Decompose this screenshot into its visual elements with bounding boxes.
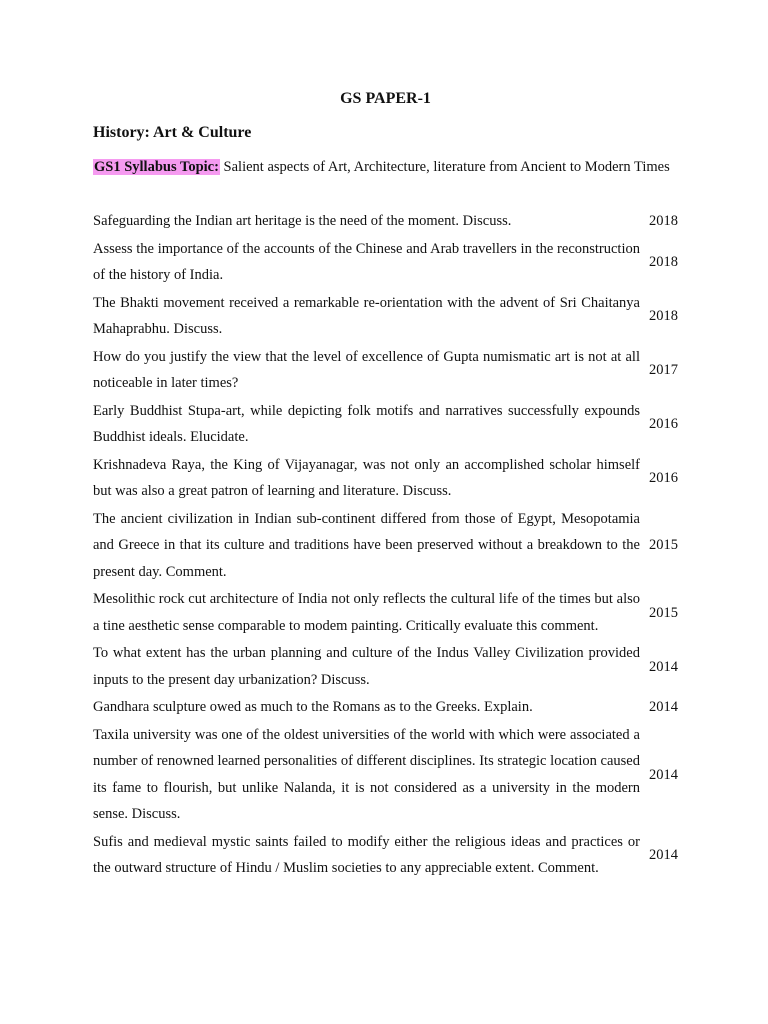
question-row (93, 452, 678, 505)
question-year: 2016 (649, 470, 678, 486)
question-row (93, 344, 678, 397)
page-title: GS PAPER-1 (340, 90, 431, 107)
question-row (93, 236, 678, 289)
syllabus-label: GS1 Syllabus Topic: (94, 159, 219, 175)
question-text: Mesolithic rock cut architecture of India not only reflects the cultural life of the times but also a tine aesthetic sense comparable to modem painting. Critically evaluate this comment. (93, 591, 640, 634)
question-list (93, 208, 678, 883)
question-row (93, 829, 678, 882)
question-year: 2015 (649, 604, 678, 621)
question-year: 2018 (649, 213, 678, 230)
syllabus-text: Salient aspects of Art, Architecture, literature from Ancient to Modern Times (219, 159, 670, 175)
question-row (93, 398, 678, 451)
question-row (93, 722, 678, 828)
syllabus-topic (93, 159, 678, 176)
question-text: How do you justify the view that the level of excellence of Gupta numismatic art is not at all noticeable in later times? (93, 348, 640, 391)
question-text: Krishnadeva Raya, the King of Vijayanagar, was not only an accomplished scholar himself but was also a great patron of learning and literature. Discuss. (93, 456, 640, 499)
question-text: Sufis and medieval mystic saints failed to modify either the religious ideas and practices or the outward structure of Hindu / Muslim societies to any appreciable extent. Comment. (93, 833, 640, 876)
question-year: 2018 (649, 254, 678, 270)
section-heading: History: Art & Culture (93, 124, 252, 141)
question-year: 2016 (649, 416, 678, 432)
question-year: 2014 (649, 699, 678, 716)
question-text: Taxila university was one of the oldest universities of the world with which were associated a number of renowned learned personalities of different disciplines. Its strategic location caused its fame to flourish, but unlike Nalanda, it is not considered as a university in the modern sense. Discuss. (93, 726, 640, 822)
question-text: Assess the importance of the accounts of the Chinese and Arab travellers in the reconstruction of the history of India. (93, 240, 640, 283)
question-text: The Bhakti movement received a remarkable re-orientation with the advent of Sri Chaitanya Mahaprabhu. Discuss. (93, 294, 640, 337)
question-year: 2014 (649, 847, 678, 863)
question-text: To what extent has the urban planning and culture of the Indus Valley Civilization provided inputs to the present day urbanization? Discuss. (93, 645, 640, 688)
question-row (93, 290, 678, 343)
question-text: Safeguarding the Indian art heritage is the need of the moment. Discuss. (93, 213, 512, 229)
question-row (93, 640, 678, 693)
question-text: The ancient civilization in Indian sub-continent differed from those of Egypt, Mesopotamia and Greece in that its culture and traditions have been preserved without a breakdown to the present day. Comment. (93, 510, 640, 580)
question-year: 2018 (649, 308, 678, 324)
question-row (93, 506, 678, 586)
question-year: 2017 (649, 362, 678, 378)
question-row (93, 586, 678, 639)
question-text: Gandhara sculpture owed as much to the Romans as to the Greeks. Explain. (93, 699, 533, 715)
question-row (93, 208, 678, 235)
question-year: 2014 (649, 658, 678, 675)
question-row (93, 694, 678, 721)
question-year: 2015 (649, 537, 678, 554)
question-text: Early Buddhist Stupa-art, while depicting folk motifs and narratives successfully expounds Buddhist ideals. Elucidate. (93, 402, 640, 445)
question-year: 2014 (649, 766, 678, 783)
